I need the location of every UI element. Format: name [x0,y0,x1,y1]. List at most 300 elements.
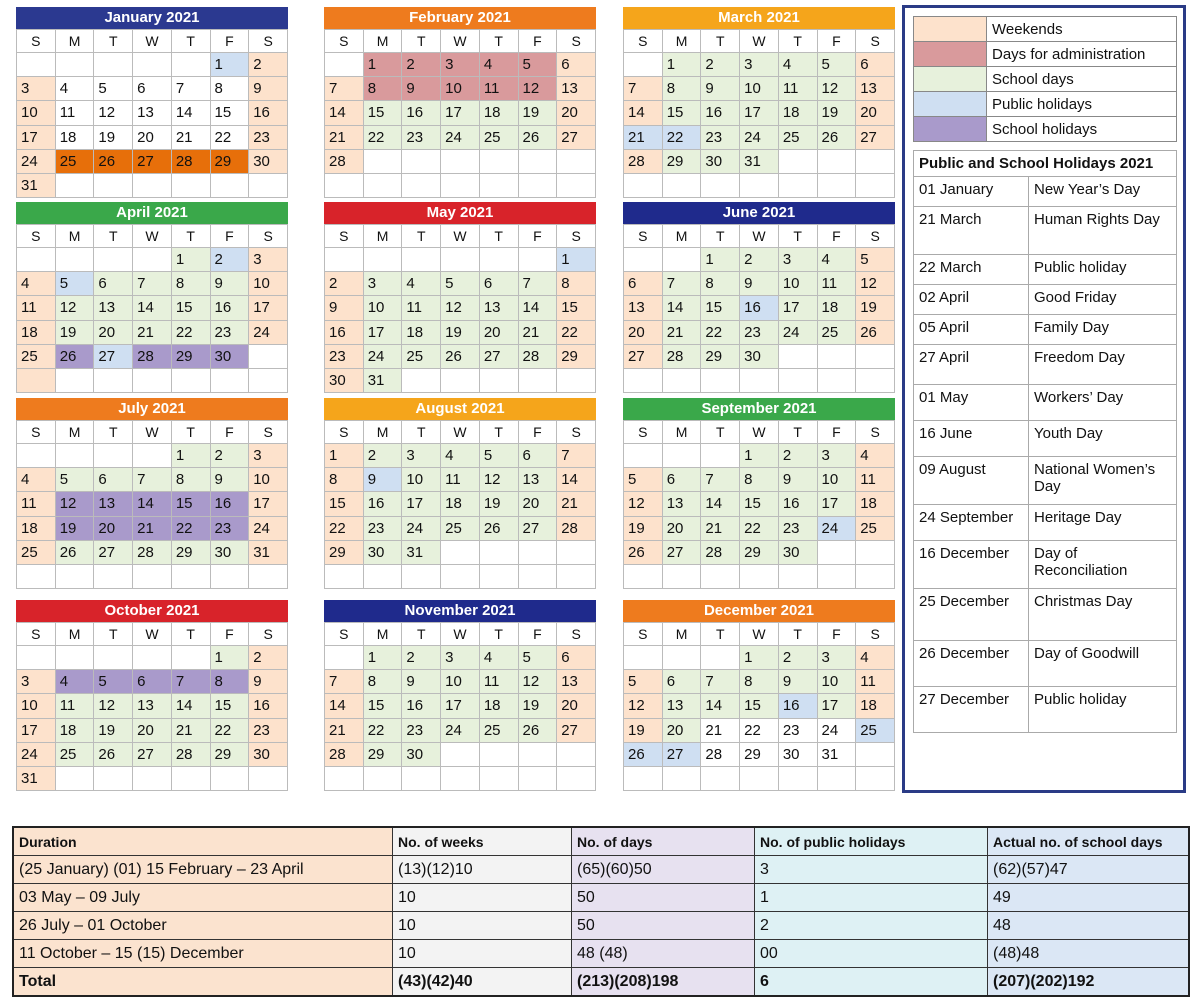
day-cell [817,540,856,564]
day-cell: 16 [402,694,441,718]
day-cell [441,564,480,588]
day-cell: 14 [701,694,740,718]
day-cell: 26 [55,344,94,368]
day-cell [402,564,441,588]
summary-cell: (13)(12)10 [393,856,572,884]
day-cell: 2 [402,646,441,670]
day-cell: 12 [479,468,518,492]
day-cell [479,766,518,790]
legend-swatch [914,92,987,117]
day-cell [856,766,895,790]
summary-cell: 26 July – 01 October [13,912,393,940]
month-calendar [324,7,596,198]
summary-row [13,968,1189,997]
day-cell [662,646,701,670]
holiday-row [914,505,1177,541]
day-cell: 19 [55,320,94,344]
day-cell: 6 [94,272,133,296]
day-cell: 14 [133,296,172,320]
day-cell: 2 [701,53,740,77]
weekday-header: M [55,623,94,646]
day-cell: 6 [479,272,518,296]
day-cell: 22 [363,125,402,149]
weekday-header: S [249,421,288,444]
day-cell [624,173,663,197]
day-cell: 24 [363,344,402,368]
day-cell: 1 [325,444,364,468]
day-cell: 28 [133,344,172,368]
holiday-name: Christmas Day [1029,589,1177,641]
holiday-date: 26 December [914,641,1029,687]
weekday-header: F [518,225,557,248]
day-cell: 26 [55,540,94,564]
weekday-header: T [402,30,441,53]
day-cell [55,53,94,77]
day-cell: 19 [817,101,856,125]
side-panel [902,5,1186,793]
day-cell [740,766,779,790]
weekday-header: S [856,30,895,53]
day-cell: 5 [55,272,94,296]
holiday-date: 16 December [914,541,1029,589]
day-cell: 8 [740,468,779,492]
day-cell [740,564,779,588]
day-cell: 28 [325,742,364,766]
day-cell: 18 [817,296,856,320]
day-cell: 22 [740,718,779,742]
day-cell: 15 [557,296,596,320]
day-cell: 1 [171,248,210,272]
day-cell: 8 [171,272,210,296]
holiday-row [914,541,1177,589]
summary-cell: 48 (48) [572,940,755,968]
day-cell: 13 [557,670,596,694]
day-cell [856,344,895,368]
day-cell [557,742,596,766]
day-cell: 13 [662,694,701,718]
day-cell [778,564,817,588]
day-cell [325,646,364,670]
day-cell: 17 [17,718,56,742]
holiday-name: Day of Reconciliation [1029,541,1177,589]
day-cell: 15 [171,296,210,320]
day-cell [557,564,596,588]
day-cell: 10 [441,670,480,694]
day-cell [856,368,895,392]
weekday-header: S [856,421,895,444]
day-cell: 9 [778,670,817,694]
day-cell: 25 [856,718,895,742]
day-cell: 5 [94,670,133,694]
day-cell [94,173,133,197]
holiday-row [914,177,1177,207]
day-cell: 17 [441,694,480,718]
day-cell: 13 [557,77,596,101]
day-cell: 9 [325,296,364,320]
day-cell [624,444,663,468]
weekday-header: M [363,623,402,646]
weekday-header: F [210,225,249,248]
day-cell [325,766,364,790]
day-cell: 29 [171,344,210,368]
holiday-date: 01 May [914,385,1029,421]
day-cell: 17 [778,296,817,320]
summary-cell: No. of public holidays [755,827,988,856]
day-cell: 7 [701,670,740,694]
weekday-header: W [740,421,779,444]
summary-cell: 3 [755,856,988,884]
weekday-header: F [518,30,557,53]
day-cell [94,53,133,77]
day-cell: 11 [479,670,518,694]
weekday-header: T [701,421,740,444]
day-cell: 24 [817,516,856,540]
day-cell: 4 [856,646,895,670]
day-cell [402,248,441,272]
day-cell: 23 [701,125,740,149]
day-cell [518,564,557,588]
weekday-header: W [441,30,480,53]
day-cell: 10 [817,468,856,492]
day-cell [94,248,133,272]
day-cell [325,173,364,197]
day-cell [441,149,480,173]
day-cell: 21 [133,516,172,540]
day-cell: 20 [856,101,895,125]
day-cell: 3 [363,272,402,296]
day-cell: 1 [740,646,779,670]
day-cell [133,53,172,77]
day-cell: 8 [662,77,701,101]
summary-cell: (48)48 [988,940,1190,968]
day-cell [363,149,402,173]
day-cell: 20 [557,101,596,125]
day-cell: 28 [171,742,210,766]
day-cell [817,564,856,588]
day-cell: 1 [210,646,249,670]
day-cell: 22 [325,516,364,540]
day-cell: 26 [624,742,663,766]
day-cell [817,344,856,368]
day-cell: 23 [210,320,249,344]
day-cell [518,149,557,173]
day-cell: 11 [17,296,56,320]
day-cell: 27 [662,742,701,766]
day-cell: 15 [171,492,210,516]
day-cell: 31 [17,766,56,790]
weekday-header: S [325,421,364,444]
weekday-header: S [624,30,663,53]
weekday-header: S [17,30,56,53]
weekday-header: S [557,623,596,646]
day-cell: 8 [363,77,402,101]
day-cell: 20 [94,320,133,344]
day-cell: 12 [624,694,663,718]
day-cell: 8 [363,670,402,694]
day-cell [17,53,56,77]
day-cell: 21 [557,492,596,516]
legend-label: School holidays [987,117,1177,142]
day-cell: 19 [624,718,663,742]
summary-cell: 1 [755,884,988,912]
day-cell: 28 [325,149,364,173]
weekday-header: T [479,30,518,53]
day-cell: 31 [363,368,402,392]
day-cell: 17 [363,320,402,344]
day-cell: 2 [249,53,288,77]
day-cell: 29 [740,540,779,564]
day-cell: 12 [55,492,94,516]
day-cell [662,173,701,197]
day-cell: 3 [249,248,288,272]
weekday-header: M [55,421,94,444]
day-cell: 27 [518,516,557,540]
day-cell: 9 [210,272,249,296]
day-cell: 1 [363,646,402,670]
weekday-header: S [624,623,663,646]
holiday-date: 27 December [914,687,1029,733]
month-title: May 2021 [324,202,596,224]
day-cell [479,248,518,272]
weekday-header: S [856,623,895,646]
day-cell [441,173,480,197]
holiday-name: Human Rights Day [1029,207,1177,255]
holiday-name: Family Day [1029,315,1177,345]
day-cell: 25 [817,320,856,344]
day-cell: 25 [441,516,480,540]
day-cell: 9 [249,77,288,101]
day-cell: 2 [210,248,249,272]
month-title: April 2021 [16,202,288,224]
weekday-header: M [363,225,402,248]
month-calendar [324,600,596,791]
summary-cell: 48 [988,912,1190,940]
holidays-table [913,150,1177,733]
day-cell: 15 [701,296,740,320]
day-cell: 28 [701,540,740,564]
summary-row [13,912,1189,940]
day-cell: 1 [363,53,402,77]
day-cell: 11 [817,272,856,296]
day-cell: 27 [133,149,172,173]
weekday-header: S [624,225,663,248]
day-cell: 7 [171,77,210,101]
day-cell: 3 [441,53,480,77]
day-cell: 3 [249,444,288,468]
day-cell [325,564,364,588]
legend-label: Weekends [987,17,1177,42]
day-cell: 23 [249,718,288,742]
day-cell: 6 [557,53,596,77]
day-cell: 7 [518,272,557,296]
day-cell [249,344,288,368]
holiday-row [914,641,1177,687]
day-cell: 1 [662,53,701,77]
day-cell: 1 [740,444,779,468]
day-cell: 26 [479,516,518,540]
day-cell [55,444,94,468]
day-cell: 15 [210,694,249,718]
day-cell: 6 [94,468,133,492]
holiday-name: Heritage Day [1029,505,1177,541]
holiday-date: 21 March [914,207,1029,255]
month-calendar [623,202,895,393]
day-cell: 9 [701,77,740,101]
day-cell: 5 [479,444,518,468]
weekday-header: M [662,421,701,444]
day-cell: 16 [701,101,740,125]
day-cell [402,149,441,173]
day-cell [133,766,172,790]
summary-cell: (25 January) (01) 15 February – 23 April [13,856,393,884]
summary-cell: 50 [572,912,755,940]
day-cell [363,766,402,790]
holiday-name: Youth Day [1029,421,1177,457]
weekday-header: T [94,30,133,53]
day-cell [55,368,94,392]
day-cell: 30 [210,344,249,368]
holiday-name: Good Friday [1029,285,1177,315]
month-title: August 2021 [324,398,596,420]
day-cell: 1 [557,248,596,272]
day-cell: 6 [133,77,172,101]
day-cell: 16 [210,296,249,320]
day-cell: 10 [249,468,288,492]
day-cell: 22 [210,718,249,742]
day-cell [557,173,596,197]
day-cell: 24 [249,320,288,344]
summary-cell: (62)(57)47 [988,856,1190,884]
summary-cell: 50 [572,884,755,912]
day-cell [17,368,56,392]
day-cell: 19 [624,516,663,540]
day-cell: 16 [740,296,779,320]
summary-cell: Actual no. of school days [988,827,1190,856]
day-cell: 12 [94,101,133,125]
day-cell: 14 [557,468,596,492]
day-cell [701,646,740,670]
day-cell [94,368,133,392]
day-cell [518,540,557,564]
day-cell: 2 [325,272,364,296]
day-cell: 13 [94,492,133,516]
day-cell: 26 [518,718,557,742]
day-cell: 29 [171,540,210,564]
day-cell: 3 [402,444,441,468]
day-cell [624,766,663,790]
day-cell: 9 [402,670,441,694]
month-title: October 2021 [16,600,288,622]
day-cell: 17 [441,101,480,125]
day-cell: 30 [325,368,364,392]
day-cell: 27 [856,125,895,149]
day-cell: 7 [557,444,596,468]
day-cell: 30 [249,149,288,173]
day-cell [171,173,210,197]
day-cell: 19 [55,516,94,540]
day-cell: 20 [94,516,133,540]
legend [913,16,1177,142]
month-title: February 2021 [324,7,596,29]
day-cell [662,368,701,392]
day-cell: 15 [662,101,701,125]
holiday-name: Public holiday [1029,255,1177,285]
day-cell: 13 [133,101,172,125]
day-cell: 27 [133,742,172,766]
day-cell [817,173,856,197]
day-cell: 28 [662,344,701,368]
weekday-header: W [740,225,779,248]
weekday-header: T [402,421,441,444]
day-cell [518,173,557,197]
day-cell [479,149,518,173]
day-cell: 10 [778,272,817,296]
day-cell: 21 [325,125,364,149]
day-cell [133,368,172,392]
day-cell: 3 [441,646,480,670]
day-cell: 5 [518,646,557,670]
day-cell: 3 [17,77,56,101]
day-cell: 15 [325,492,364,516]
summary-row [13,940,1189,968]
day-cell: 20 [662,516,701,540]
day-cell: 9 [249,670,288,694]
weekday-header: W [441,421,480,444]
summary-cell: 10 [393,884,572,912]
weekday-header: M [363,30,402,53]
day-cell [778,368,817,392]
day-cell: 14 [518,296,557,320]
day-cell: 19 [441,320,480,344]
weekday-header: S [557,421,596,444]
day-cell: 13 [133,694,172,718]
holiday-row [914,345,1177,385]
day-cell: 2 [363,444,402,468]
holidays-title: Public and School Holidays 2021 [914,151,1177,177]
holiday-row [914,207,1177,255]
summary-cell: 11 October – 15 (15) December [13,940,393,968]
weekday-header: S [17,623,56,646]
day-cell: 10 [441,77,480,101]
weekday-header: T [171,623,210,646]
day-cell: 2 [778,646,817,670]
day-cell [325,248,364,272]
weekday-header: S [557,225,596,248]
day-cell: 23 [363,516,402,540]
summary-row [13,884,1189,912]
day-cell [171,368,210,392]
month-calendar [324,202,596,393]
weekday-header: F [817,30,856,53]
holiday-row [914,285,1177,315]
day-cell: 18 [17,516,56,540]
day-cell: 11 [55,694,94,718]
day-cell [210,766,249,790]
weekday-header: W [133,421,172,444]
weekday-header: T [701,30,740,53]
day-cell: 3 [817,646,856,670]
day-cell: 18 [17,320,56,344]
holiday-row [914,457,1177,505]
day-cell: 26 [624,540,663,564]
day-cell: 6 [662,670,701,694]
day-cell: 24 [17,149,56,173]
day-cell: 24 [441,718,480,742]
weekday-header: T [171,421,210,444]
day-cell: 14 [171,101,210,125]
day-cell: 16 [249,101,288,125]
day-cell: 13 [624,296,663,320]
